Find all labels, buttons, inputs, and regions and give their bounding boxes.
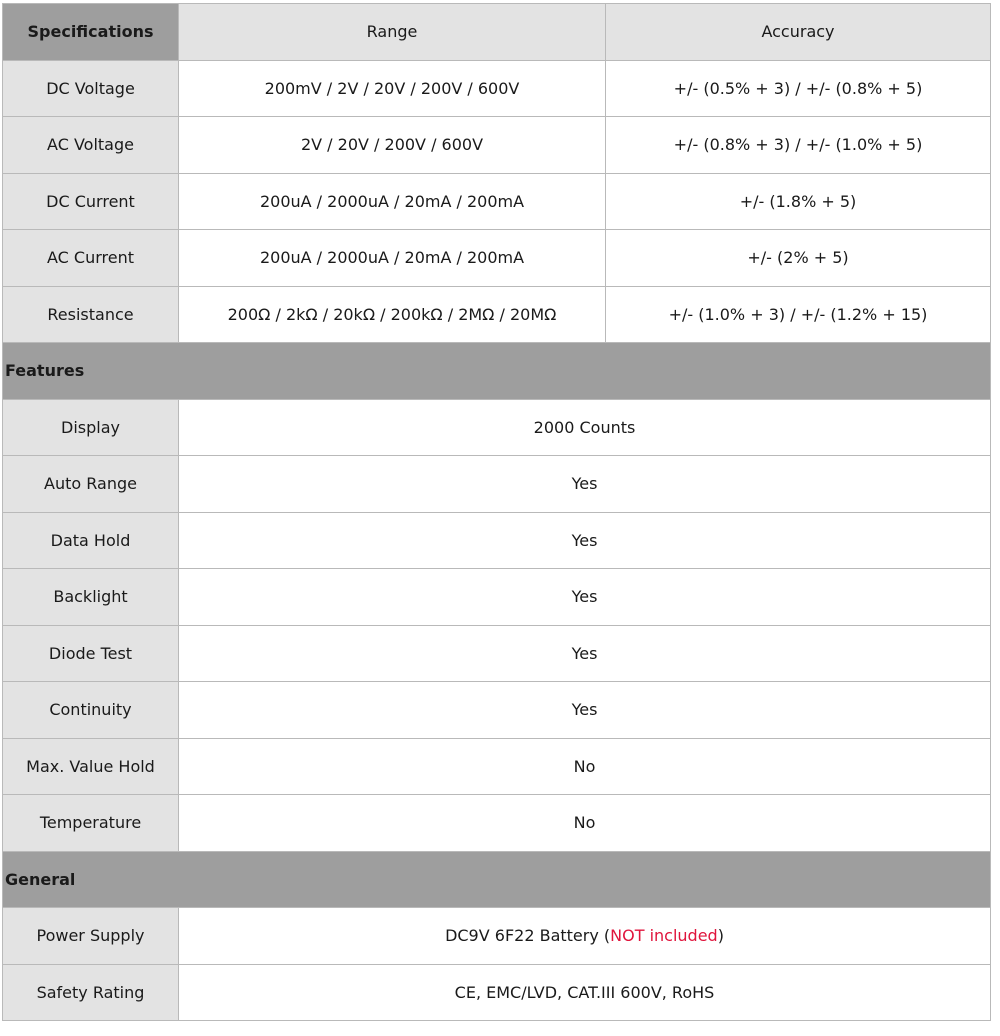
- feature-name: Temperature: [3, 795, 179, 852]
- table-row: [3, 625, 991, 682]
- measurement-name: Resistance: [3, 286, 179, 343]
- measurement-accuracy: +/- (0.8% + 3) / +/- (1.0% + 5): [606, 117, 991, 174]
- table-row: [3, 795, 991, 852]
- feature-value: Yes: [179, 569, 991, 626]
- feature-name: Auto Range: [3, 456, 179, 513]
- table-row: [3, 117, 991, 174]
- feature-value: Yes: [179, 456, 991, 513]
- table-row: [3, 60, 991, 117]
- measurement-name: DC Current: [3, 173, 179, 230]
- feature-value: Yes: [179, 512, 991, 569]
- table-row: [3, 286, 991, 343]
- feature-value: Yes: [179, 682, 991, 739]
- feature-name: Diode Test: [3, 625, 179, 682]
- table-row: [3, 682, 991, 739]
- measurement-accuracy: +/- (1.0% + 3) / +/- (1.2% + 15): [606, 286, 991, 343]
- power-supply-value: [179, 908, 991, 965]
- section-title-features: Features: [3, 343, 991, 400]
- header-specifications: Specifications: [3, 4, 179, 61]
- feature-name: Max. Value Hold: [3, 738, 179, 795]
- measurement-range: 200Ω / 2kΩ / 20kΩ / 200kΩ / 2MΩ / 20MΩ: [179, 286, 606, 343]
- header-range: Range: [179, 4, 606, 61]
- table-row: [3, 399, 991, 456]
- power-supply-close: ): [717, 926, 724, 946]
- feature-value: No: [179, 738, 991, 795]
- safety-rating-label: Safety Rating: [3, 964, 179, 1021]
- table-row: [3, 173, 991, 230]
- table-row: [3, 964, 991, 1021]
- table-row: [3, 230, 991, 287]
- measurement-range: 200uA / 2000uA / 20mA / 200mA: [179, 173, 606, 230]
- measurement-accuracy: +/- (1.8% + 5): [606, 173, 991, 230]
- safety-rating-value: CE, EMC/LVD, CAT.III 600V, RoHS: [179, 964, 991, 1021]
- header-accuracy: Accuracy: [606, 4, 991, 61]
- measurement-name: AC Current: [3, 230, 179, 287]
- feature-value: No: [179, 795, 991, 852]
- section-title-general: General: [3, 851, 991, 908]
- measurement-accuracy: +/- (0.5% + 3) / +/- (0.8% + 5): [606, 60, 991, 117]
- feature-value: 2000 Counts: [179, 399, 991, 456]
- measurement-range: 200uA / 2000uA / 20mA / 200mA: [179, 230, 606, 287]
- table-row: [3, 512, 991, 569]
- feature-value: Yes: [179, 625, 991, 682]
- section-row-general: [3, 851, 991, 908]
- feature-name: Backlight: [3, 569, 179, 626]
- feature-name: Data Hold: [3, 512, 179, 569]
- feature-name: Display: [3, 399, 179, 456]
- power-supply-text: DC9V 6F22 Battery (: [445, 926, 611, 946]
- measurement-range: 2V / 20V / 200V / 600V: [179, 117, 606, 174]
- measurement-accuracy: +/- (2% + 5): [606, 230, 991, 287]
- table-row: [3, 569, 991, 626]
- specifications-table: [2, 3, 991, 1021]
- not-included-note: NOT included: [610, 926, 718, 946]
- header-row: [3, 4, 991, 61]
- measurement-range: 200mV / 2V / 20V / 200V / 600V: [179, 60, 606, 117]
- table-row: [3, 456, 991, 513]
- measurement-name: AC Voltage: [3, 117, 179, 174]
- measurement-name: DC Voltage: [3, 60, 179, 117]
- table-row: [3, 908, 991, 965]
- table-row: [3, 738, 991, 795]
- feature-name: Continuity: [3, 682, 179, 739]
- power-supply-label: Power Supply: [3, 908, 179, 965]
- section-row-features: [3, 343, 991, 400]
